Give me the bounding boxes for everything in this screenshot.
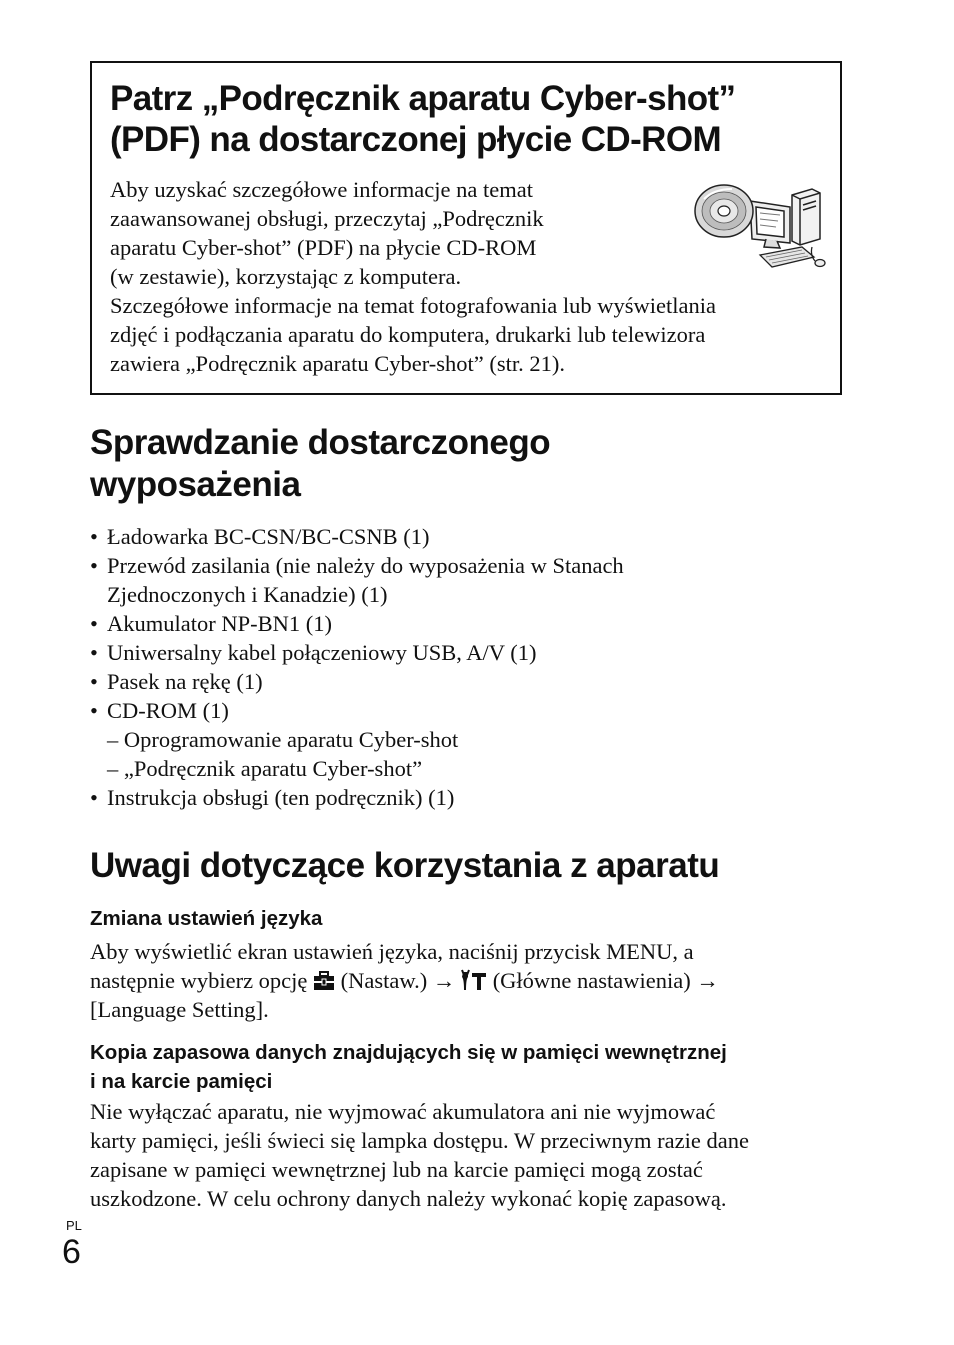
text-fragment: (Główne nastawienia) → — [487, 968, 719, 993]
language-code: PL — [66, 1218, 82, 1233]
info-box — [90, 61, 842, 395]
heading-line: Sprawdzanie dostarczonego — [90, 423, 551, 462]
text-line: Aby wyświetlić ekran ustawień języka, naciśnij przycisk MENU, a — [90, 939, 694, 964]
cd-rom-computer-icon — [694, 181, 829, 277]
text-line: aparatu Cyber-shot” (PDF) na płycie CD-ROM — [110, 235, 537, 260]
subheading-language: Zmiana ustawień języka — [90, 907, 323, 930]
list-item-text: • Przewód zasilania (nie należy do wyposażenia w Stanach — [107, 553, 624, 578]
list-item — [90, 667, 624, 696]
text-line: karty pamięci, jeśli świeci się lampka dostępu. W przeciwnym razie dane — [90, 1128, 749, 1153]
text-line: [Language Setting]. — [90, 997, 269, 1022]
list-item-text: Uniwersalny kabel połączeniowy USB, A/V (1) — [107, 640, 537, 665]
info-box-paragraph — [110, 291, 716, 378]
info-box-title-line: (PDF) na dostarczonej płycie CD-ROM — [110, 120, 722, 159]
list-item-text: Instrukcja obsługi (ten podręcznik) (1) — [107, 785, 455, 810]
text-fragment: (Nastaw.) → — [335, 968, 462, 993]
backup-paragraph — [90, 1097, 749, 1213]
text-line: Aby uzyskać szczegółowe informacje na temat — [110, 177, 533, 202]
main-settings-icon — [461, 969, 487, 991]
text-line: Szczegółowe informacje na temat fotografowania lub wyświetlania — [110, 293, 717, 318]
sub-list-item — [90, 754, 624, 783]
info-box-title-line: Patrz „Podręcznik aparatu Cyber-shot” — [110, 79, 736, 118]
page-number: 6 — [62, 1233, 81, 1271]
subheading-backup — [90, 1038, 727, 1096]
list-item — [90, 696, 624, 725]
list-item — [90, 638, 624, 667]
text-line: Nie wyłączać aparatu, nie wyjmować akumulatora ani nie wyjmować — [90, 1099, 716, 1124]
heading-line: i na karcie pamięci — [90, 1070, 273, 1093]
toolbox-settings-icon — [313, 971, 335, 991]
list-item-text: Akumulator NP-BN1 (1) — [107, 611, 332, 636]
list-item-text: Pasek na rękę (1) — [107, 669, 263, 694]
heading-line: Kopia zapasowa danych znajdujących się w pamięci wewnętrznej — [90, 1041, 727, 1064]
text-line: zawiera „Podręcznik aparatu Cyber-shot” (str. 21). — [110, 351, 565, 376]
info-box-title — [110, 78, 830, 160]
list-item-text: – Oprogramowanie aparatu Cyber-shot — [107, 727, 459, 752]
list-item-text: Zjednoczonych i Kanadzie) (1) — [107, 582, 388, 607]
text-fragment: następnie wybierz opcję — [90, 968, 314, 993]
sub-list-item — [90, 725, 624, 754]
list-item-text: Ładowarka BC-CSN/BC-CSNB (1) — [107, 524, 430, 549]
text-line: zaawansowanej obsługi, przeczytaj „Podręcznik — [110, 206, 544, 231]
language-paragraph — [90, 937, 719, 1024]
text-line: zdjęć i podłączania aparatu do komputera, drukarki lub telewizora — [110, 322, 706, 347]
list-item — [90, 551, 624, 609]
heading-line: wyposażenia — [90, 465, 301, 504]
section-heading-notes: Uwagi dotyczące korzystania z aparatu — [90, 846, 720, 885]
text-line: uszkodzone. W celu ochrony danych należy wykonać kopię zapasową. — [90, 1186, 727, 1211]
list-item-text: – „Podręcznik aparatu Cyber-shot” — [107, 756, 423, 781]
list-item — [90, 522, 624, 551]
text-line — [90, 966, 719, 995]
list-item-text: CD-ROM (1) — [107, 698, 229, 723]
equipment-list — [90, 522, 624, 812]
list-item — [90, 609, 624, 638]
list-item — [90, 783, 624, 812]
text-line: (w zestawie), korzystając z komputera. — [110, 264, 462, 289]
section-heading-equipment — [90, 422, 550, 506]
info-box-paragraph — [110, 175, 544, 291]
text-line: zapisane w pamięci wewnętrznej lub na karcie pamięci mogą zostać — [90, 1157, 703, 1182]
